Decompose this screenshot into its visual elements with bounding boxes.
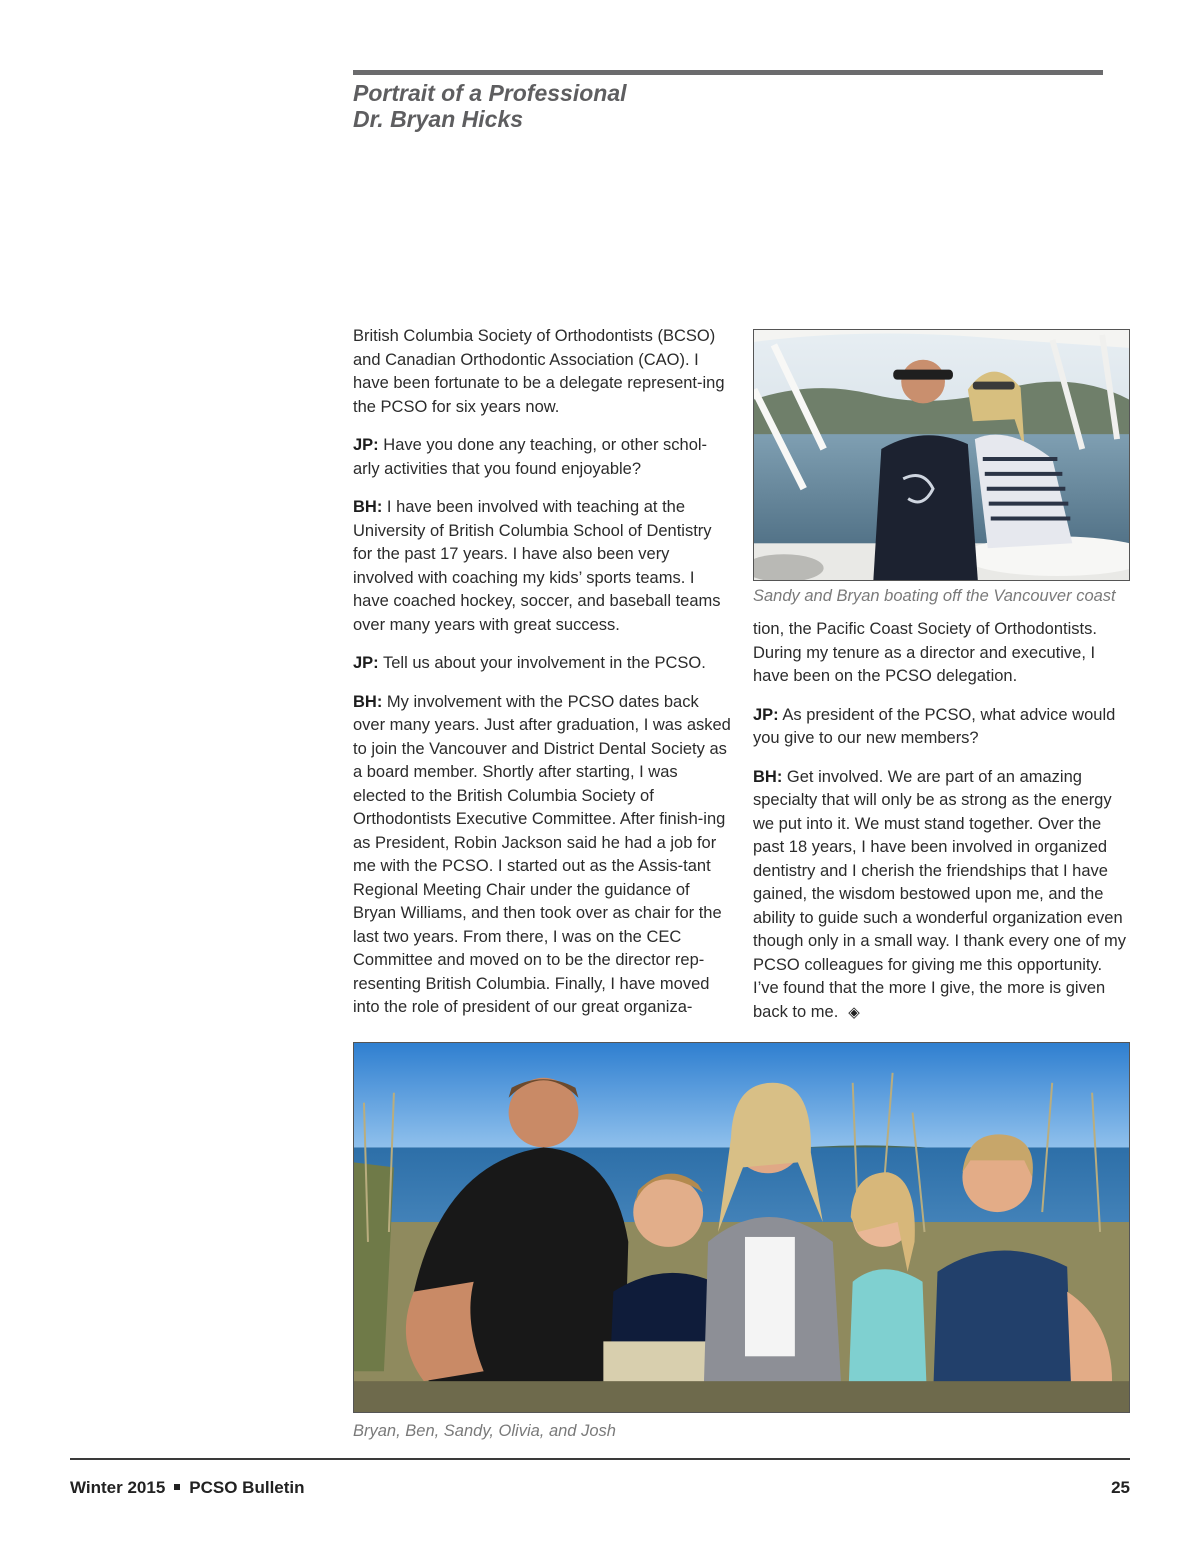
speaker-label: BH: bbox=[353, 692, 383, 711]
family-photo bbox=[353, 1042, 1130, 1413]
boat-photo-caption: Sandy and Bryan boating off the Vancouver coast bbox=[753, 587, 1116, 605]
end-of-article-icon: ◈ bbox=[848, 1003, 860, 1021]
speaker-label: BH: bbox=[353, 498, 383, 516]
answer bbox=[353, 496, 731, 637]
paragraph-text: British Columbia Society of Orthodontists (BCSO) and Canadian Orthodontic Association (CAO). I have been fortunate to be a delegate represent-ing the PCSO for six years now. bbox=[353, 327, 725, 416]
answer-text: I have been involved with teaching at the University of British Columbia School of Dentistry for the past 17 years. I have also been very involved with coaching my kids’ sports teams. I have coached hockey, soccer, and baseball teams over many years with great success. bbox=[353, 498, 721, 634]
boat-photo-illustration bbox=[754, 330, 1129, 580]
question-text: Tell us about your involvement in the PCSO. bbox=[378, 654, 706, 672]
speaker-label: JP: bbox=[753, 705, 779, 724]
section-title: Portrait of a Professional bbox=[353, 80, 627, 106]
page-number: 25 bbox=[1111, 1478, 1130, 1497]
answer bbox=[753, 766, 1131, 1025]
family-photo-illustration bbox=[354, 1043, 1129, 1412]
top-rule bbox=[353, 70, 1103, 75]
question bbox=[353, 434, 731, 481]
question bbox=[753, 704, 1131, 751]
answer bbox=[353, 691, 731, 1020]
speaker-label: BH: bbox=[753, 767, 783, 786]
question bbox=[353, 652, 731, 676]
left-column bbox=[353, 325, 731, 1035]
subject-name: Dr. Bryan Hicks bbox=[353, 106, 524, 132]
answer-text: Get involved. We are part of an amazing specialty that will only be as strong as the energy we put into it. We must stand together. Over the past 18 years, I have been involved in organized dentistry and I cherish the friendships that I have gained, the wisdom bestowed upon me, and the ability to guide such a wonderful organization even though only in a small way. I thank every one of my PCSO colleagues for giving me this opportunity. I’ve found that the more I give, the more is given back to me. bbox=[753, 767, 1126, 1021]
question-text: Have you done any teaching, or other schol-arly activities that you found enjoyable? bbox=[353, 436, 708, 478]
right-column bbox=[753, 618, 1131, 1039]
answer-text: My involvement with the PCSO dates back over many years. Just after graduation, I was asked to join the Vancouver and District Dental Society as a board member. Shortly after starting, I was elected to the British Columbia Society of Orthodontists Executive Committee. After finish-ing as President, Robin Jackson said he had a job for me with the PCSO. I started out as the Assis-tant Regional Meeting Chair under the guidance of Bryan Williams, and then took over as chair for the last two years. From there, I was on the CEC Committee and moved on to be the director rep-resenting British Columbia. Finally, I have moved into the role of president of our great organiza- bbox=[353, 692, 731, 1016]
boat-photo bbox=[753, 329, 1130, 581]
publication-name: PCSO Bulletin bbox=[189, 1478, 305, 1497]
family-photo-caption: Bryan, Ben, Sandy, Olivia, and Josh bbox=[353, 1422, 616, 1440]
speaker-label: JP: bbox=[353, 436, 379, 454]
footer-rule bbox=[70, 1458, 1130, 1460]
question-text: As president of the PCSO, what advice would you give to our new members? bbox=[753, 705, 1116, 747]
paragraph bbox=[353, 325, 731, 419]
paragraph bbox=[753, 618, 1131, 689]
speaker-label: JP: bbox=[353, 654, 379, 672]
issue-date: Winter 2015 bbox=[70, 1478, 166, 1497]
article-header bbox=[353, 80, 953, 132]
separator-square-icon bbox=[174, 1484, 180, 1490]
footer-publication-info bbox=[70, 1478, 305, 1498]
paragraph-text: tion, the Pacific Coast Society of Orthodontists. During my tenure as a director and executive, I have been on the PCSO delegation. bbox=[753, 620, 1097, 685]
